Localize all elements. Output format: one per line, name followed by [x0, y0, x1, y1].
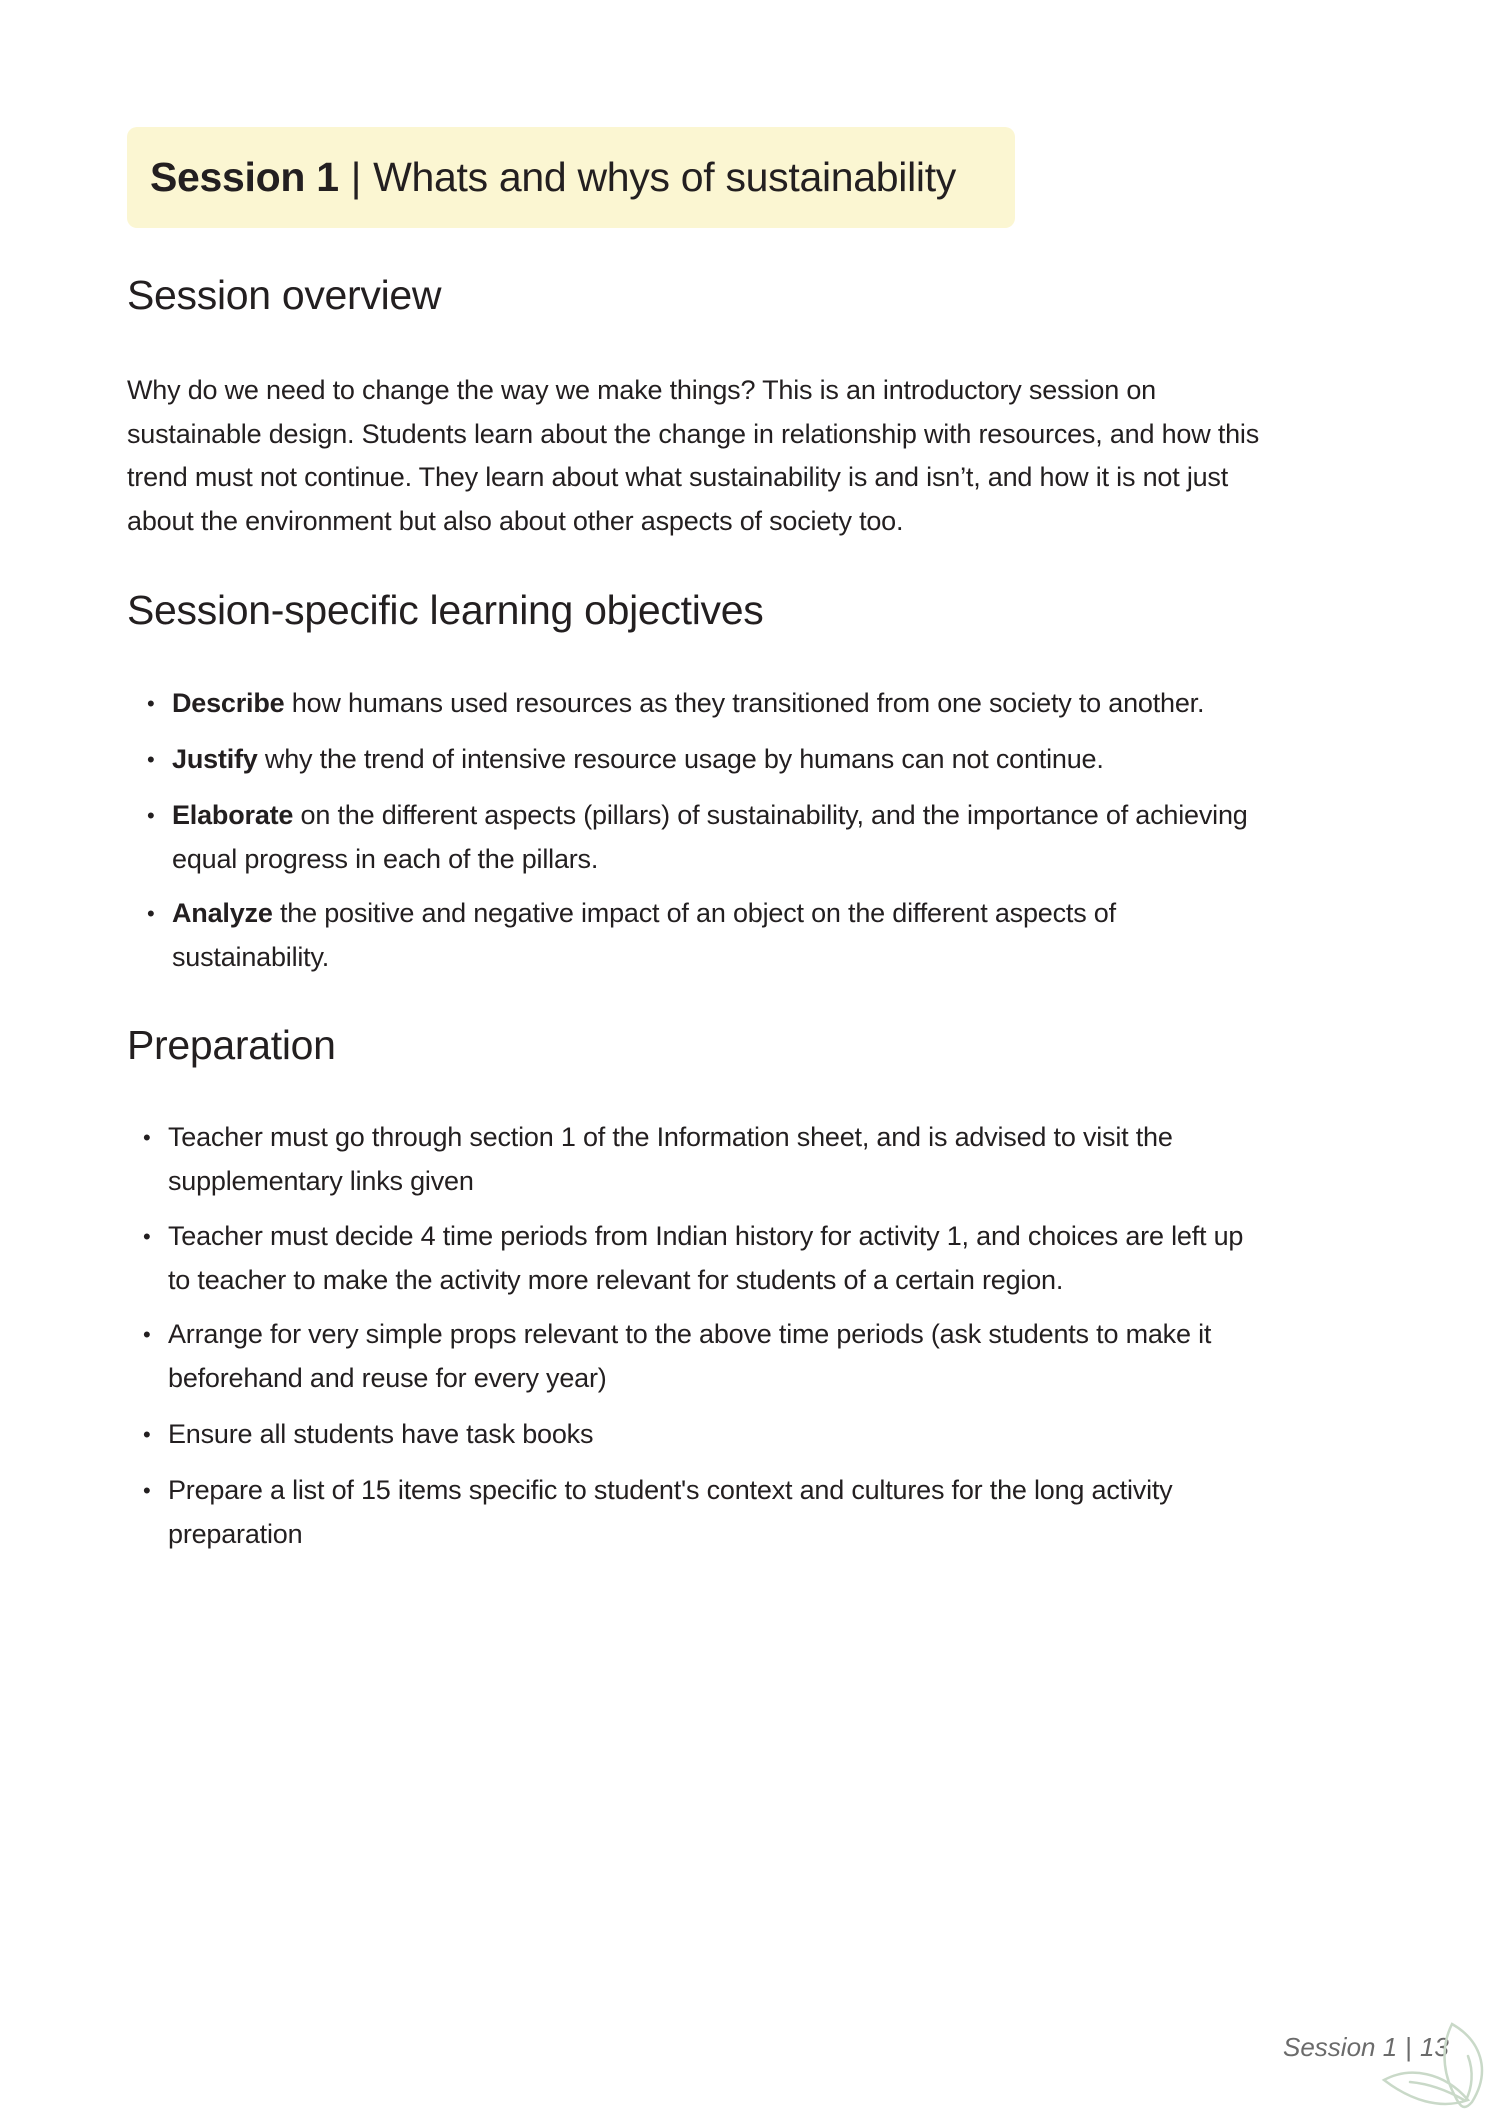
preparation-item — [143, 1469, 1173, 1556]
page-number: 13 — [1419, 2032, 1449, 2062]
objective-text: equal progress in each of the pillars. — [172, 843, 599, 874]
preparation-text: Teacher must decide 4 time periods from Indian history for activity 1, and choices are left up — [168, 1221, 1244, 1251]
bullet-icon: • — [147, 803, 155, 828]
overview-line: trend must not continue. They learn about what sustainability is and isn’t, and how it is not just — [127, 462, 1229, 493]
preparation-text: Ensure all students have task books — [168, 1419, 594, 1449]
leaf-icon — [1380, 2010, 1500, 2123]
objective-item — [147, 682, 1205, 726]
bullet-icon: • — [143, 1422, 151, 1447]
objective-item — [147, 794, 1248, 881]
overview-line: about the environment but also about other aspects of society too. — [127, 505, 904, 536]
objective-item — [147, 892, 1116, 979]
objective-text: how humans used resources as they transitioned from one society to another. — [284, 688, 1205, 718]
overview-heading: Session overview — [127, 272, 442, 318]
preparation-text: preparation — [168, 1518, 303, 1549]
preparation-text: supplementary links given — [168, 1165, 474, 1196]
objective-text: on the different aspects (pillars) of sustainability, and the importance of achieving — [293, 800, 1248, 830]
bullet-icon: • — [147, 691, 155, 716]
objective-text: sustainability. — [172, 941, 330, 972]
objective-text: why the trend of intensive resource usage by humans can not continue. — [257, 744, 1104, 774]
bullet-icon: • — [143, 1322, 151, 1347]
overview-line: sustainable design. Students learn about the change in relationship with resources, and how this — [127, 418, 1260, 449]
bullet-icon: • — [147, 901, 155, 926]
overview-line: Why do we need to change the way we make things? This is an introductory session on — [127, 375, 1156, 405]
objective-verb: Elaborate — [172, 800, 294, 830]
preparation-item — [143, 1413, 594, 1457]
objectives-heading: Session-specific learning objectives — [127, 587, 764, 633]
footer-separator: | — [1405, 2032, 1412, 2062]
objective-verb: Analyze — [172, 898, 273, 928]
leaf-upper-vein — [1466, 2056, 1472, 2100]
bullet-icon: • — [143, 1125, 151, 1150]
title-separator: | — [350, 154, 362, 200]
preparation-text: beforehand and reuse for every year) — [168, 1362, 607, 1393]
overview-paragraph — [127, 369, 1259, 543]
session-title-banner — [127, 127, 1015, 228]
preparation-text: to teacher to make the activity more relevant for students of a certain region. — [168, 1264, 1064, 1295]
objective-verb: Justify — [172, 744, 258, 774]
objective-text: the positive and negative impact of an object on the different aspects of — [272, 898, 1116, 928]
objective-verb: Describe — [172, 688, 285, 718]
preparation-item — [143, 1215, 1244, 1302]
preparation-text: Prepare a list of 15 items specific to student's context and cultures for the long activity — [168, 1475, 1173, 1505]
bullet-icon: • — [143, 1478, 151, 1503]
objective-item — [147, 738, 1104, 782]
preparation-item — [143, 1313, 1212, 1400]
bullet-icon: • — [143, 1224, 151, 1249]
preparation-text: Arrange for very simple props relevant to the above time periods (ask students to make it — [168, 1319, 1212, 1349]
session-name: Whats and whys of sustainability — [373, 154, 956, 200]
footer-session: Session 1 — [1283, 2032, 1398, 2062]
bullet-icon: • — [147, 747, 155, 772]
preparation-text: Teacher must go through section 1 of the Information sheet, and is advised to visit the — [168, 1122, 1173, 1152]
session-number: Session 1 — [150, 154, 339, 200]
preparation-item — [143, 1116, 1173, 1203]
preparation-heading: Preparation — [127, 1022, 336, 1068]
